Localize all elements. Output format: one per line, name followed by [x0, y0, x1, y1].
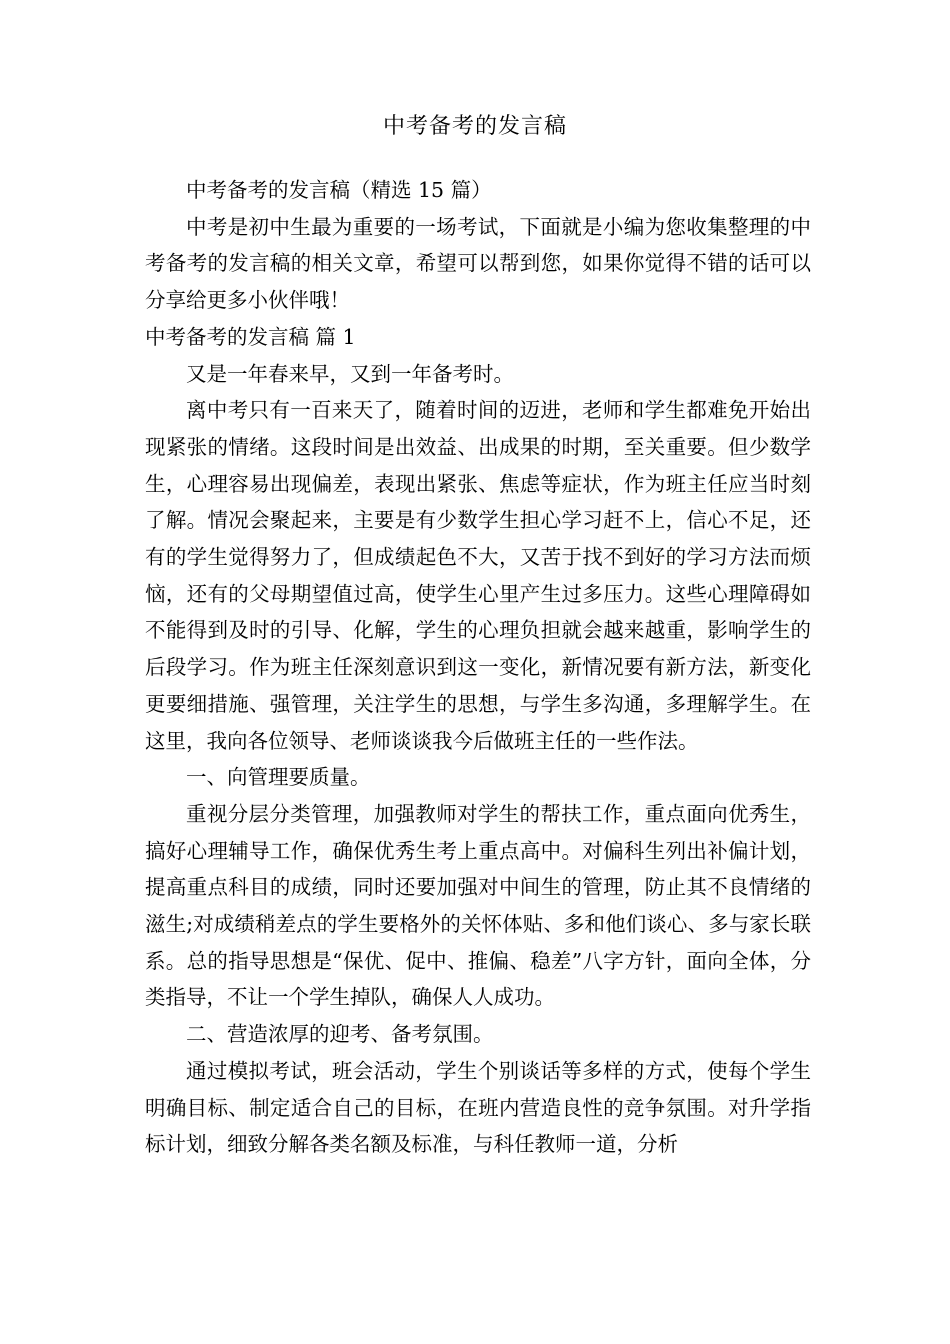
subheading: 一、向管理要质量。	[186, 765, 371, 790]
document-title: 中考备考的发言稿	[382, 114, 567, 139]
paragraph-subtitle: 中考备考的发言稿（精选 15 篇）	[186, 178, 492, 202]
paragraph: 通过模拟考试，班会活动，学生个别谈话等多样的方式，使每个学生明确目标、制定适合自己的目标，在班内营造良性的竞争氛围。对升学指标计划，细致分解各类名额及标准，与科任教师一道，分析	[145, 1058, 811, 1157]
section-heading: 中考备考的发言稿 篇 1	[145, 324, 356, 349]
subheading: 二、营造浓厚的迎考、备考氛围。	[186, 1022, 494, 1047]
paragraph: 又是一年春来早，又到一年备考时。	[186, 361, 514, 386]
paragraph: 重视分层分类管理，加强教师对学生的帮扶工作，重点面向优秀生，搞好心理辅导工作，确保优秀生考上重点高中。对偏科生列出补偏计划，提高重点科目的成绩，同时还要加强对中间生的管理，防止其不良情绪的滋生;对成绩稍差点的学生要格外的关怀体贴、多和他们谈心、多与家长联系。总的指导思想是“保优、促中、推偏、稳差”八字方针，面向全体，分类指导，不让一个学生掉队，确保人人成功。	[145, 801, 811, 1010]
paragraph: 离中考只有一百来天了，随着时间的迈进，老师和学生都难免开始出现紧张的情绪。这段时间是出效益、出成果的时期，至关重要。但少数学生，心理容易出现偏差，表现出紧张、焦虑等症状，作为班主任应当时刻了解。情况会聚起来，主要是有少数学生担心学习赶不上，信心不足，还有的学生觉得努力了，但成绩起色不大，又苦于找不到好的学习方法而烦恼，还有的父母期望值过高，使学生心里产生过多压力。这些心理障碍如不能得到及时的引导、化解，学生的心理负担就会越来越重，影响学生的后段学习。作为班主任深刻意识到这一变化，新情况要有新方法，新变化更要细措施、强管理，关注学生的思想，与学生多沟通，多理解学生。在这里，我向各位领导、老师谈谈我今后做班主任的一些作法。	[145, 398, 811, 753]
document-body	[145, 172, 811, 1163]
paragraph-intro: 中考是初中生最为重要的一场考试，下面就是小编为您收集整理的中考备考的发言稿的相关文章，希望可以帮到您，如果你觉得不错的话可以分享给更多小伙伴哦！	[145, 214, 811, 313]
